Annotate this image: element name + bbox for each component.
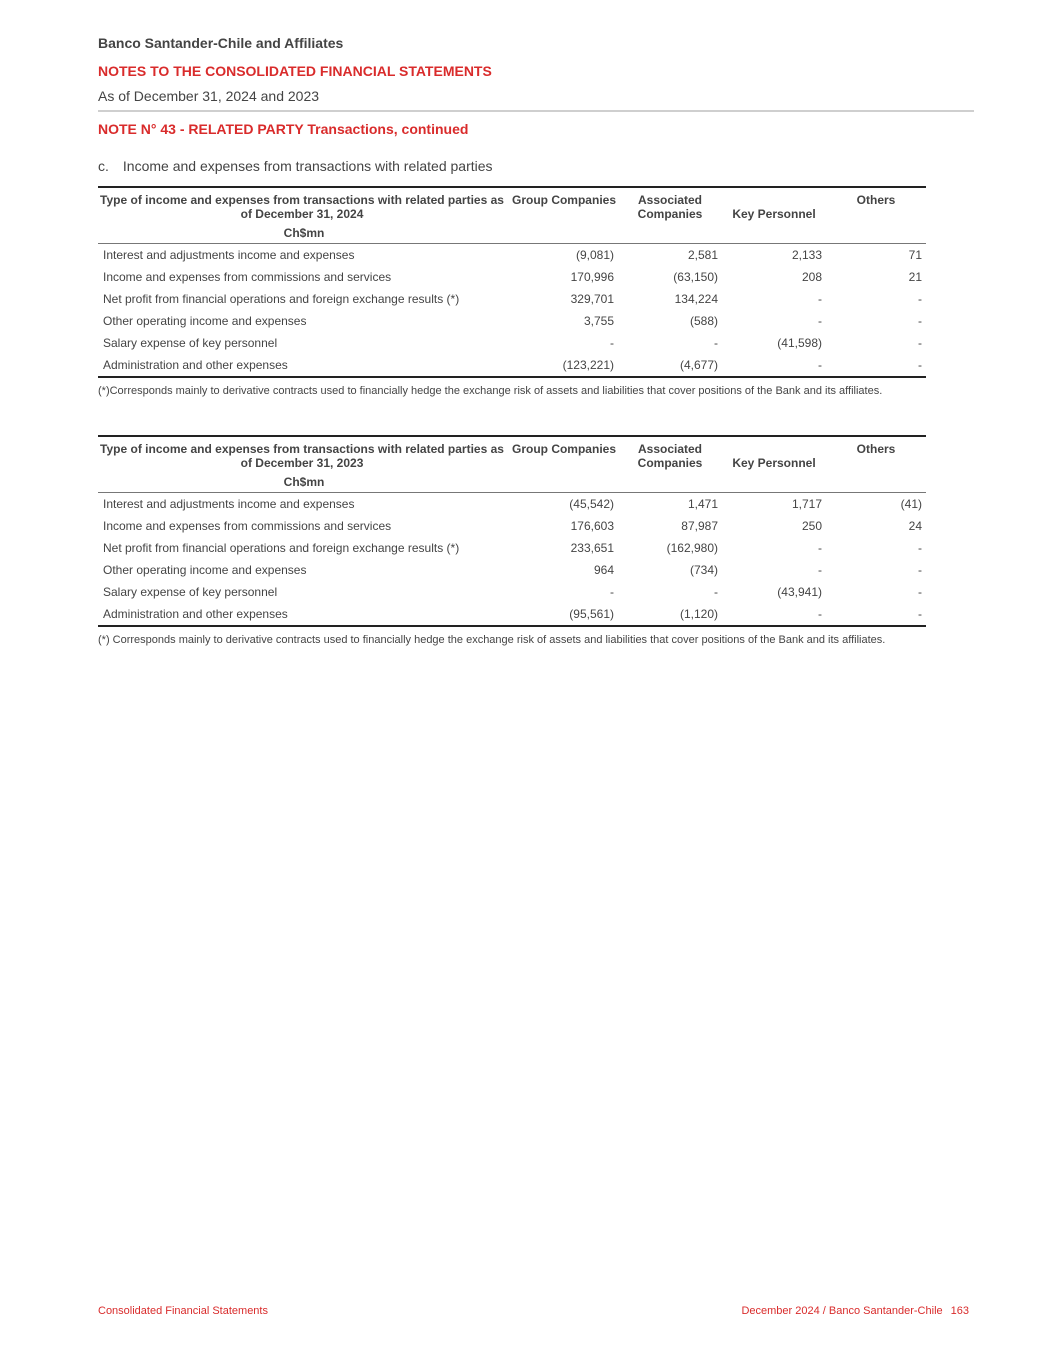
cell-group: -: [610, 336, 614, 350]
cell-key: 1,717: [791, 497, 822, 511]
cell-others: -: [918, 336, 922, 350]
cell-group: 233,651: [570, 541, 614, 555]
table-2023-block: [98, 435, 926, 648]
footer-left: Consolidated Financial Statements: [98, 1305, 268, 1317]
cell-associated: 2,581: [687, 248, 718, 262]
footnote-2023: (*) Corresponds mainly to derivative contracts used to financially hedge the exchange risk of assets and liabilities that cover positions of the Bank and its affiliates.: [98, 634, 886, 646]
footnote-2024: (*)Corresponds mainly to derivative contracts used to financially hedge the exchange risk of assets and liabilities that cover positions of the Bank and its affiliates.: [98, 385, 883, 397]
cell-group: (9,081): [575, 248, 614, 262]
row-label: Interest and adjustments income and expenses: [103, 497, 355, 511]
row-label: Net profit from financial operations and foreign exchange results (*): [103, 292, 460, 306]
row-label: Salary expense of key personnel: [103, 336, 278, 350]
cell-group: (45,542): [569, 497, 614, 511]
header-associated-companies: Associated Companies: [618, 436, 722, 470]
header-divider: [98, 110, 974, 112]
table-2023-body: [98, 493, 926, 627]
row-label: Administration and other expenses: [98, 603, 510, 626]
cell-others: 24: [908, 519, 922, 533]
header-type: Type of income and expenses from transactions with related parties as of December 31, 2023: [98, 436, 510, 470]
footer-right-text: December 2024 / Banco Santander-Chile: [741, 1305, 943, 1317]
header-unit: Ch$mn: [98, 221, 510, 244]
cell-others: -: [826, 354, 926, 377]
cell-group: (123,221): [510, 354, 618, 377]
table-row: [98, 266, 926, 288]
row-label: Salary expense of key personnel: [103, 585, 278, 599]
header-unit: Ch$mn: [98, 470, 510, 493]
cell-key: -: [818, 314, 822, 328]
cell-key: -: [722, 354, 826, 377]
header-key-personnel: Key Personnel: [722, 436, 826, 470]
table-row: [98, 581, 926, 603]
cell-others: -: [918, 541, 922, 555]
cell-associated: -: [714, 336, 718, 350]
cell-others: -: [918, 292, 922, 306]
table-row: [98, 515, 926, 537]
table-2024: [98, 186, 926, 378]
cell-key: 2,133: [791, 248, 822, 262]
header-key-personnel: Key Personnel: [722, 187, 826, 221]
cell-group: -: [610, 585, 614, 599]
cell-associated: (4,677): [618, 354, 722, 377]
cell-others: -: [918, 314, 922, 328]
cell-key: -: [818, 563, 822, 577]
cell-group: (95,561): [510, 603, 618, 626]
cell-associated: -: [714, 585, 718, 599]
cell-key: (41,598): [777, 336, 822, 350]
header-type: Type of income and expenses from transactions with related parties as of December 31, 2024: [98, 187, 510, 221]
cell-associated: 87,987: [681, 519, 718, 533]
cell-group: 329,701: [570, 292, 614, 306]
header-others: Others: [826, 187, 926, 221]
cell-associated: (162,980): [666, 541, 718, 555]
table-row: [98, 537, 926, 559]
table-2024-body: [98, 244, 926, 378]
header-others: Others: [826, 436, 926, 470]
cell-associated: (734): [689, 563, 718, 577]
row-label: Net profit from financial operations and foreign exchange results (*): [103, 541, 460, 555]
table-row: [98, 332, 926, 354]
table-row: [98, 493, 926, 516]
note-heading: NOTE N° 43 - RELATED PARTY Transactions, continued: [98, 121, 469, 137]
cell-others: -: [826, 603, 926, 626]
cell-others: (41): [900, 497, 922, 511]
table-row: [98, 354, 926, 377]
cell-key: (43,941): [777, 585, 822, 599]
row-label: Income and expenses from commissions and services: [103, 519, 392, 533]
cell-group: 964: [593, 563, 614, 577]
company-name: Banco Santander-Chile and Affiliates: [98, 35, 344, 51]
row-label: Administration and other expenses: [98, 354, 510, 377]
table-row: [98, 603, 926, 626]
cell-associated: (588): [689, 314, 718, 328]
table-row: [98, 244, 926, 267]
cell-key: -: [818, 541, 822, 555]
cell-others: -: [918, 563, 922, 577]
cell-key: -: [818, 292, 822, 306]
header-associated-companies: Associated Companies: [618, 187, 722, 221]
table-row: [98, 288, 926, 310]
section-title: c. Income and expenses from transactions with related parties: [98, 158, 493, 174]
cell-group: 170,996: [570, 270, 614, 284]
row-label: Interest and adjustments income and expenses: [103, 248, 355, 262]
as-of-date: As of December 31, 2024 and 2023: [98, 88, 320, 104]
cell-associated: (1,120): [618, 603, 722, 626]
cell-associated: 134,224: [674, 292, 718, 306]
header-group-companies: Group Companies: [510, 436, 618, 470]
table-2023: [98, 435, 926, 627]
cell-key: -: [722, 603, 826, 626]
table-2024-block: [98, 186, 926, 399]
cell-group: 176,603: [570, 519, 614, 533]
header-group-companies: Group Companies: [510, 187, 618, 221]
cell-others: 21: [908, 270, 922, 284]
footer-right: [741, 1305, 969, 1317]
row-label: Income and expenses from commissions and services: [103, 270, 392, 284]
cell-others: 71: [908, 248, 922, 262]
row-label: Other operating income and expenses: [103, 314, 307, 328]
notes-title: NOTES TO THE CONSOLIDATED FINANCIAL STATEMENTS: [98, 63, 492, 79]
row-label: Other operating income and expenses: [103, 563, 307, 577]
cell-associated: 1,471: [687, 497, 718, 511]
cell-group: 3,755: [583, 314, 614, 328]
table-row: [98, 559, 926, 581]
cell-associated: (63,150): [673, 270, 718, 284]
page-number: 163: [950, 1305, 969, 1317]
cell-key: 250: [801, 519, 822, 533]
cell-key: 208: [801, 270, 822, 284]
table-row: [98, 310, 926, 332]
cell-others: -: [918, 585, 922, 599]
